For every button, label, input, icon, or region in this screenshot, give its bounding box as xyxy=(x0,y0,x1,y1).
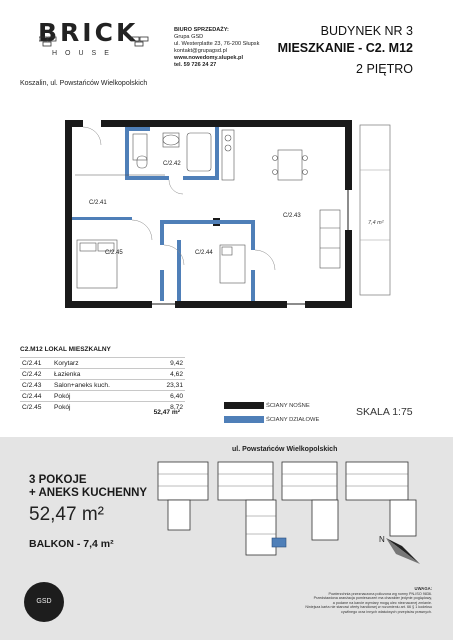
rooms-summary xyxy=(29,474,147,500)
floor-plan xyxy=(65,120,395,310)
building-number: BUDYNEK NR 3 xyxy=(320,24,413,38)
room-name: Salon+aneks kuch. xyxy=(52,380,141,391)
sales-office-block xyxy=(174,27,259,69)
plan-label-c244: C/2.44 xyxy=(195,250,213,256)
load-bearing-legend-label: ŚCIANY NOŚNE xyxy=(266,403,310,409)
notes-block xyxy=(262,587,432,614)
room-area: 23,31 xyxy=(141,380,185,391)
sales-office-heading: BIURO SPRZEDAŻY: xyxy=(174,27,229,33)
note-line: cywilnego oraz innych właściwych przepisów prawnych. xyxy=(341,609,432,614)
room-id: C/2.41 xyxy=(20,358,52,369)
total-area: 52,47 m² xyxy=(29,504,104,525)
brand-logo-text: BRICK xyxy=(38,18,139,47)
room-area: 4,62 xyxy=(141,369,185,380)
site-plan-street: ul. Powstańców Wielkopolskich xyxy=(232,446,338,453)
load-bearing-walls xyxy=(65,120,352,308)
room-name: Korytarz xyxy=(52,358,141,369)
room-id: C/2.42 xyxy=(20,369,52,380)
rooms-count: 3 POKOJE xyxy=(29,474,87,486)
scale-label: SKALA 1:75 xyxy=(356,406,413,418)
room-name: Pokój xyxy=(52,391,141,402)
room-area: 6,40 xyxy=(141,391,185,402)
load-bearing-legend-swatch xyxy=(224,402,264,409)
project-location: Koszalin, ul. Powstańców Wielkopolskich xyxy=(20,80,148,87)
plan-label-c243: C/2.43 xyxy=(283,213,301,219)
room-table-title: C2.M12 LOKAL MIESZKALNY xyxy=(20,346,111,353)
sales-office-address: ul. Westerplatte 23, 76-200 Słupsk xyxy=(174,41,260,47)
brick-pattern-logo xyxy=(39,31,149,51)
room-name: Łazienka xyxy=(52,369,141,380)
room-id: C/2.44 xyxy=(20,391,52,402)
sales-office-website[interactable]: www.nowedomy.slupek.pl xyxy=(174,55,243,61)
sales-office-company: Grupa GSD xyxy=(174,34,204,40)
brand-subtitle: HOUSE xyxy=(52,50,117,57)
room-table xyxy=(20,357,185,412)
kitchen-annex: + ANEKS KUCHENNY xyxy=(29,487,148,499)
note-line: a podane na karcie wymiary mogą ulec nieznacznej zmianie. xyxy=(332,600,432,605)
room-name: Pokój xyxy=(52,402,141,413)
room-area: 8,72 xyxy=(141,402,185,413)
plan-label-c241: C/2.41 xyxy=(89,200,107,206)
partition-walls xyxy=(72,127,255,301)
sales-office-phone[interactable]: tel. 59 726 24 27 xyxy=(174,62,217,68)
room-id: C/2.43 xyxy=(20,380,52,391)
table-row xyxy=(20,358,185,369)
room-table-total: 52,47 m² xyxy=(153,409,180,416)
partition-legend-swatch xyxy=(224,416,264,423)
table-row xyxy=(20,391,185,402)
floor-label: 2 PIĘTRO xyxy=(356,62,413,76)
partition-legend-label: ŚCIANY DZIAŁOWE xyxy=(266,417,320,423)
compass-north-label: N xyxy=(379,535,385,544)
note-line: Niniejsza karta nie stanowi oferty handlowej w rozumieniu art. 66 § 1 kodeksu xyxy=(305,605,432,609)
note-line: Powierzchnia przeznaczona policzona wg normy PN-ISO 9836. xyxy=(328,591,432,596)
sales-office-email[interactable]: kontakt@grupagsd.pl xyxy=(174,48,227,54)
plan-label-balcony-area: 7,4 m² xyxy=(368,220,384,226)
notes-title: UWAGA: xyxy=(414,586,432,591)
balcony-area-label: BALKON - 7,4 m² xyxy=(29,538,114,550)
table-row xyxy=(20,369,185,380)
plan-label-c245: C/2.45 xyxy=(105,250,123,256)
balcony-area xyxy=(360,125,390,295)
compass-icon xyxy=(376,530,432,570)
apartment-number: MIESZKANIE - C2. M12 xyxy=(277,41,413,55)
gsd-logo: GSD xyxy=(24,582,64,622)
room-id: C/2.45 xyxy=(20,402,52,413)
highlighted-apartment xyxy=(272,538,286,547)
plan-label-c242: C/2.42 xyxy=(163,161,181,167)
table-row xyxy=(20,380,185,391)
room-area: 9,42 xyxy=(141,358,185,369)
note-line: Przedstawiona aranżacja pomieszczeń ma charakter jedynie poglądowy, xyxy=(313,596,432,600)
